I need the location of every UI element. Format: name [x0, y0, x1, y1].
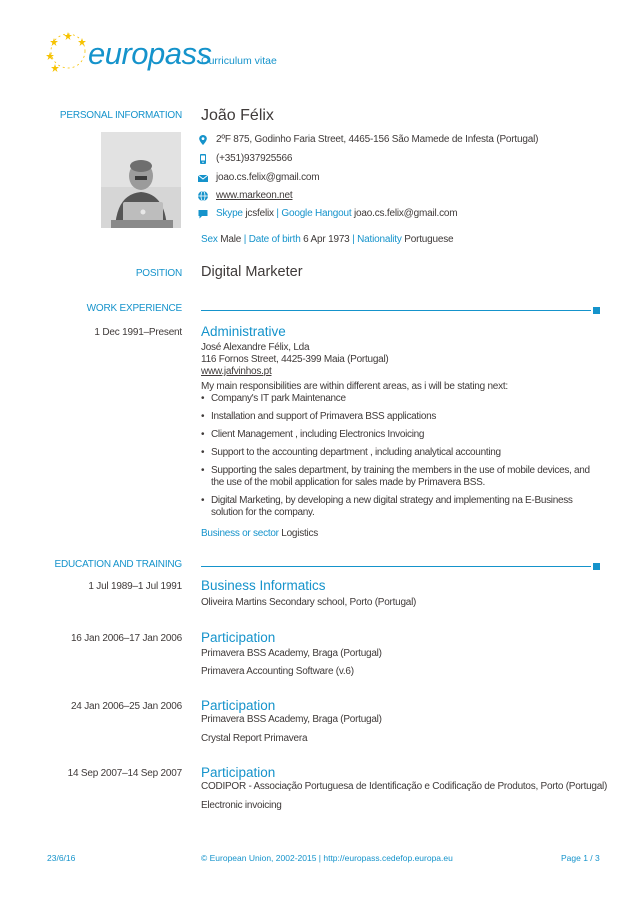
business-sector-value: Logistics [281, 528, 318, 539]
footer-copyright-link[interactable]: © European Union, 2002-2015 | http://europass.cedefop.europa.eu [201, 853, 453, 863]
instant-messaging-row [216, 208, 457, 219]
education-training-label: EDUCATION AND TRAINING [54, 559, 182, 570]
email-text: joao.cs.felix@gmail.com [216, 172, 320, 183]
list-item: • Client Management , including Electronics Invoicing [201, 429, 605, 441]
chat-icon [197, 208, 209, 220]
website-icon [197, 190, 209, 202]
work-experience-label: WORK EXPERIENCE [86, 303, 182, 314]
education-title: Participation [201, 630, 276, 645]
website-link-text[interactable]: www.markeon.net [216, 190, 293, 201]
work-date: 1 Dec 1991–Present [94, 327, 182, 338]
duties-list [201, 393, 605, 525]
list-item: • Digital Marketing, by developing a new digital strategy and implementing na E-Business solution for the company. [201, 495, 605, 519]
business-sector-row [201, 528, 318, 540]
employer-website-text[interactable]: www.jafvinhos.pt [201, 366, 272, 377]
footer-date: 23/6/16 [47, 853, 76, 863]
employer-name: José Alexandre Félix, Lda [201, 342, 310, 353]
education-detail: Electronic invoicing [201, 800, 282, 811]
sex-label: Sex [201, 234, 218, 245]
education-date: 16 Jan 2006–17 Jan 2006 [70, 633, 182, 644]
section-divider [201, 566, 591, 567]
list-item: • Support to the accounting department , including analytical accounting [201, 447, 605, 459]
email-icon [197, 172, 209, 184]
education-date: 24 Jan 2006–25 Jan 2006 [70, 701, 182, 712]
phone-icon [197, 153, 209, 165]
google-hangout-label: Google Hangout [281, 208, 352, 219]
separator: | [352, 234, 355, 245]
education-organisation: Primavera BSS Academy, Braga (Portugal) [201, 714, 382, 725]
phone-text: (+351)937925566 [216, 153, 293, 164]
employer-address: 116 Fornos Street, 4425-399 Maia (Portugal) [201, 354, 389, 365]
section-divider [201, 310, 591, 311]
location-icon [197, 134, 209, 146]
list-item: • Supporting the sales department, by training the members in the use of mobile devices, and the use of the mobil application for sales made by Primavera BSS. [201, 465, 605, 489]
education-date: 14 Sep 2007–14 Sep 2007 [67, 768, 182, 779]
separator: | [243, 234, 247, 245]
section-divider-marker [593, 307, 600, 314]
business-sector-label: Business or sector [201, 528, 279, 539]
personal-information-label: PERSONAL INFORMATION [59, 110, 182, 121]
work-intro: My main responsibilities are within different areas, as i will be stating next: [201, 381, 508, 392]
education-organisation: Oliveira Martins Secondary school, Porto (Portugal) [201, 597, 417, 608]
education-title: Participation [201, 765, 276, 780]
employer-website-link[interactable] [201, 366, 271, 378]
education-organisation: Primavera BSS Academy, Braga (Portugal) [201, 648, 382, 659]
profile-photo [101, 132, 181, 228]
nationality-value: Portuguese [404, 234, 454, 245]
date-of-birth-value: 6 Apr 1973 [303, 234, 350, 245]
education-title: Participation [201, 698, 276, 713]
skype-label: Skype [216, 208, 243, 219]
page-number: Page 1 / 3 [561, 853, 600, 863]
personal-details-row [201, 234, 453, 245]
position-label: POSITION [135, 268, 182, 279]
website-link[interactable] [216, 190, 292, 201]
im-separator: | [276, 208, 279, 219]
education-date: 1 Jul 1989–1 Jul 1991 [88, 581, 182, 592]
section-divider-marker [593, 563, 600, 570]
education-title: Business Informatics [201, 578, 326, 593]
education-detail: Crystal Report Primavera [201, 733, 308, 744]
skype-value: jcsfelix [245, 208, 274, 219]
sex-value: Male [220, 234, 242, 245]
date-of-birth-label: Date of birth [248, 234, 301, 245]
list-item: • Installation and support of Primavera BSS applications [201, 411, 605, 423]
address-text: 2ºF 875, Godinho Faria Street, 4465-156 São Mamede de Infesta (Portugal) [216, 134, 539, 145]
list-item: • Company's IT park Maintenance [201, 393, 605, 405]
nationality-label: Nationality [357, 234, 402, 245]
education-organisation: CODIPOR - Associação Portuguesa de Identificação e Codificação de Produtos, Porto (Portugal) [201, 781, 608, 792]
europass-logo-text: europass [88, 36, 212, 71]
person-name: João Félix [201, 107, 274, 124]
education-detail: Primavera Accounting Software (v.6) [201, 666, 354, 677]
work-title: Administrative [201, 324, 286, 339]
google-hangout-value: joao.cs.felix@gmail.com [354, 208, 458, 219]
document-type-label: Curriculum vitae [201, 55, 277, 67]
position-value: Digital Marketer [201, 264, 303, 280]
